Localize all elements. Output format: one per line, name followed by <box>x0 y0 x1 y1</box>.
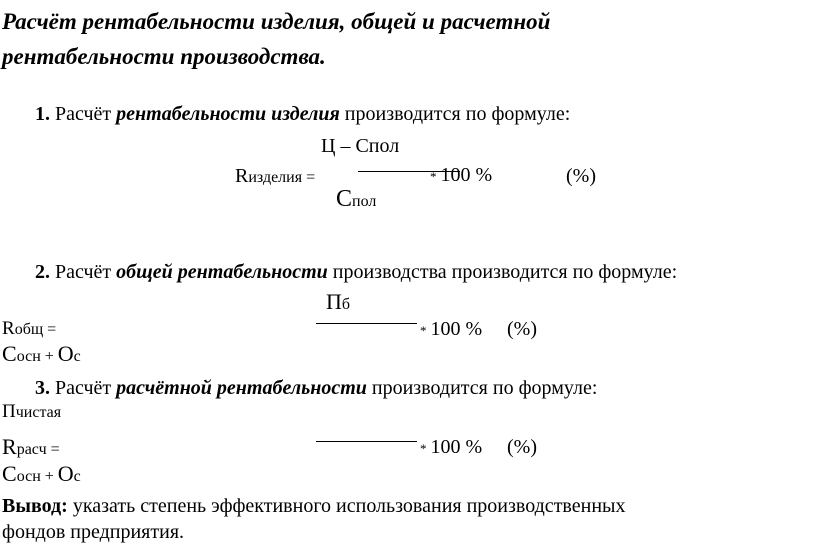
section2-emphasis: общей рентабельности <box>116 261 328 283</box>
section3-prefix: Расчёт <box>55 377 112 399</box>
section2-unit: (%) <box>507 318 537 340</box>
section1-emphasis: рентабельности изделия <box>116 103 340 125</box>
section1-unit: (%) <box>566 165 596 187</box>
section3-heading <box>35 378 597 398</box>
section3-number: 3. <box>35 377 50 399</box>
section1-denominator-sub: пол <box>352 193 377 210</box>
section2-denominator-c-sub: осн + <box>16 348 54 365</box>
title-line-1: Расчёт рентабельности изделия, общей и расчетной <box>2 9 551 34</box>
section2-lhs-sub: общ = <box>14 321 57 338</box>
section3-star: * <box>420 441 427 456</box>
section2-star: * <box>420 323 427 338</box>
section2-prefix: Расчёт <box>55 261 112 283</box>
title-line-2: рентабельности производства. <box>2 44 326 69</box>
section1-star: * <box>430 169 437 184</box>
section3-lhs-sub: расч = <box>16 441 60 458</box>
section2-fraction-line <box>316 323 417 324</box>
conclusion-text-1: указать степень эффективного использования производственных <box>72 495 626 517</box>
section2-hundred: 100 % <box>430 318 483 340</box>
section2-lhs <box>2 319 56 338</box>
section1-heading <box>35 104 570 124</box>
section2-denominator-o-sub: с <box>73 348 81 365</box>
section1-number: 1. <box>35 103 50 125</box>
section3-suffix: производится по формуле: <box>371 377 598 399</box>
section2-multiplier <box>420 319 482 339</box>
section1-numerator: Ц – Спол <box>321 135 400 157</box>
section3-emphasis: расчётной рентабельности <box>116 377 367 399</box>
conclusion-label: Вывод: <box>2 495 68 517</box>
section3-multiplier <box>420 437 482 457</box>
section2-suffix: производства производится по формуле: <box>332 261 678 283</box>
section2-denominator-c: С <box>2 341 17 366</box>
conclusion-line-1 <box>2 496 625 516</box>
section2-heading <box>35 262 677 282</box>
section2-numerator-p: П <box>326 289 342 314</box>
section2-denominator-o: О <box>57 341 74 366</box>
section3-numerator <box>2 402 61 421</box>
conclusion-line-2: фондов предприятия. <box>2 521 185 543</box>
section3-denominator-o-sub: с <box>73 468 81 485</box>
section2-number: 2. <box>35 261 50 283</box>
section3-fraction-line <box>316 441 417 442</box>
section1-denominator <box>336 187 376 211</box>
section1-prefix: Расчёт <box>55 103 112 125</box>
section1-denominator-c: С <box>336 186 353 212</box>
section3-numerator-sub: чистая <box>15 404 62 421</box>
section3-lhs-r: R <box>2 434 17 459</box>
section3-denominator-c: С <box>2 461 17 486</box>
section1-lhs <box>235 166 315 186</box>
section3-denominator-o: О <box>57 461 74 486</box>
section1-multiplier <box>430 165 492 185</box>
section3-hundred: 100 % <box>430 436 483 458</box>
section1-lhs-sub: изделия = <box>248 169 316 186</box>
section1-lhs-r: R <box>235 165 249 187</box>
section3-denominator-c-sub: осн + <box>16 468 54 485</box>
section1-hundred: 100 % <box>440 164 493 186</box>
section3-denominator <box>2 463 81 485</box>
section3-lhs <box>2 436 60 458</box>
section2-lhs-r: R <box>2 318 15 339</box>
section3-unit: (%) <box>507 436 537 458</box>
section2-numerator-sub: б <box>341 296 351 313</box>
section2-numerator <box>326 291 350 313</box>
section3-numerator-p: П <box>2 401 16 422</box>
section1-suffix: производится по формуле: <box>344 103 571 125</box>
section2-denominator <box>2 343 81 365</box>
